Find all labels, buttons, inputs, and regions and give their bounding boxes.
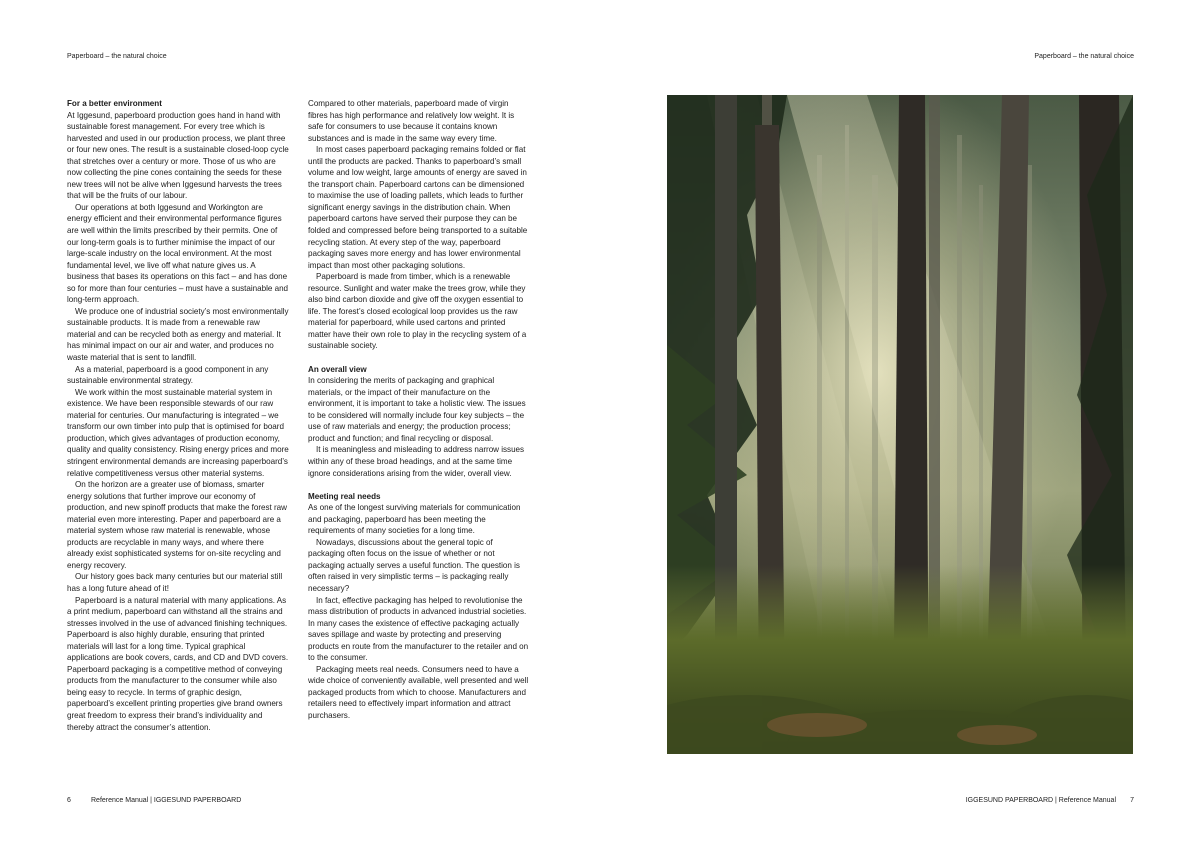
footer-title: IGGESUND PAPERBOARD | Reference Manual bbox=[965, 797, 1116, 804]
paragraph: In most cases paperboard packaging remains folded or flat until the products are packed. Thanks to paperboard’s small volume and low weight, large amounts of energy are saved in the transport chain. Paperboard cartons can be dimensioned to maximise the use of loading pallets, which leads to further significant energy savings in the distribution chain. When paperboard cartons have served their purpose they can be folded and compressed before being transported to a suitable recycling station. At every step of the way, paperboard packaging saves more energy and has lower environmental impact than most other packaging solutions. bbox=[308, 145, 528, 270]
paragraph: We produce one of industrial society’s most environmentally sustainable products. It is made from a renewable raw material and can be recycled both as energy and material. It has minimal impact on our air and water, and produces no waste material that is sent to landfill. bbox=[67, 306, 289, 363]
page-number: 6 bbox=[67, 797, 71, 804]
paragraph: At Iggesund, paperboard production goes hand in hand with sustainable forest management. For every tree which is harvested and used in our production process, we plant three or four new ones. The result is a sustainable closed-loop cycle that stretches over a century or more. Those of us who are now collecting the pine cones containing the seeds for these new trees will not be alive when Iggesund harvests the trees that will be the fruits of our labour. bbox=[67, 110, 289, 201]
running-head-left: Paperboard – the natural choice bbox=[67, 53, 167, 60]
page-number: 7 bbox=[1130, 797, 1134, 804]
forest-photo bbox=[667, 95, 1133, 754]
paragraph: Paperboard is a natural material with many applications. As a print medium, paperboard can withstand all the strains and stresses involved in the use of advanced finishing techniques. Paperboard is also highly durable, ensuring that printed materials will last for a long time. Typical graphical applications are book covers, cards, and CD and DVD covers. Paperboard packaging is a competitive method of conveying products from the manufacturer to the consumer while also being easy to recycle. In terms of graphic design, paperboard’s excellent printing properties give brand owners great freedom to express their brand’s individuality and thereby attract the consumer’s attention. bbox=[67, 595, 289, 732]
paragraph: Packaging meets real needs. Consumers need to have a wide choice of conveniently available, well presented and well packaged products from which to choose. Manufacturers and retailers need to effectively impart information and attract purchasers. bbox=[308, 664, 529, 720]
paragraph: Our history goes back many centuries but our material still has a long future ahead of it! bbox=[67, 572, 283, 593]
paragraph: It is meaningless and misleading to address narrow issues within any of these broad headings, and at the same time ignore considerations arising from the wider, overall view. bbox=[308, 445, 525, 478]
section-heading: An overall view bbox=[308, 364, 367, 374]
paragraph: In fact, effective packaging has helped to revolutionise the mass distribution of products in advanced industrial societies. In many cases the existence of effective packaging actually saves spillage and waste by protecting and preserving products en route from the manufacturer to the retailer and on to the consumer. bbox=[308, 595, 529, 663]
paragraph: We work within the most sustainable material system in existence. We have been responsible stewards of our raw material for centuries. Our manufacturing is integrated – we transform our own timber into pulp that is optimised for board production, which gives advantages of production economy, quality and quality consistency. Rising energy prices and more stringent environmental demands are increasing paperboard’s relative competitiveness versus other material systems. bbox=[67, 387, 289, 478]
paragraph: As one of the longest surviving materials for communication and packaging, paperboard has been meeting the requirements of many societies for a long time. bbox=[308, 503, 521, 536]
paragraph: Nowadays, discussions about the general topic of packaging often focus on the issue of whether or not packaging actually serves a useful function. The question is often raised in very simplistic terms – is packaging really necessary? bbox=[308, 537, 520, 593]
text-column-right bbox=[308, 98, 530, 722]
section-heading: Meeting real needs bbox=[308, 491, 381, 501]
paragraph: Our operations at both Iggesund and Workington are energy efficient and their environmental performance figures are well within the limits prescribed by their permits. One of our long-term goals is to further minimise the impact of our large-scale industry on the local environment. At the most fundamental level, we live off what nature gives us. A business that bases its operations on this fact – and has done so for more than four centuries – must have a sustainable and long-term approach. bbox=[67, 202, 289, 305]
spacer bbox=[308, 479, 530, 491]
paragraph: As a material, paperboard is a good component in any sustainable environmental strategy. bbox=[67, 364, 269, 386]
paragraph: In considering the merits of packaging and graphical materials, or the impact of their manufacture on the environment, it is important to take a holistic view. The issues to be considered will normally include four key subjects – the use of raw materials and energy; the production process; product and function; and final recycling or disposal. bbox=[308, 376, 526, 443]
spacer bbox=[308, 352, 530, 364]
text-column-left bbox=[67, 98, 289, 733]
section-heading: For a better environment bbox=[67, 99, 162, 108]
paragraph: Paperboard is made from timber, which is a renewable resource. Sunlight and water make the trees grow, while they also bind carbon dioxide and give off the oxygen essential to life. The forest’s closed ecological loop provides us the raw material for paperboard, while used cartons and printed matter have their own role to play in the recycling system of a sustainable society. bbox=[308, 272, 527, 351]
paragraph: Compared to other materials, paperboard made of virgin fibres has high performance and relatively low weight. It is safe for consumers to use because it contains known substances and is made in the same way every time. bbox=[308, 99, 515, 143]
forest-illustration bbox=[667, 95, 1133, 754]
folio-left bbox=[67, 796, 241, 805]
folio-right bbox=[966, 796, 1134, 805]
footer-title: Reference Manual | IGGESUND PAPERBOARD bbox=[91, 797, 242, 804]
paragraph: On the horizon are a greater use of biomass, smarter energy solutions that further improve our economy of production, and new spinoff products that make the forest raw material even more interesting. Paper and paperboard are a material system whose raw material is renewable, whose products are recyclable in many ways, and where there already exist sophisticated systems for on-site recycling and energy recovery. bbox=[67, 480, 287, 570]
running-head-right: Paperboard – the natural choice bbox=[1034, 53, 1134, 60]
